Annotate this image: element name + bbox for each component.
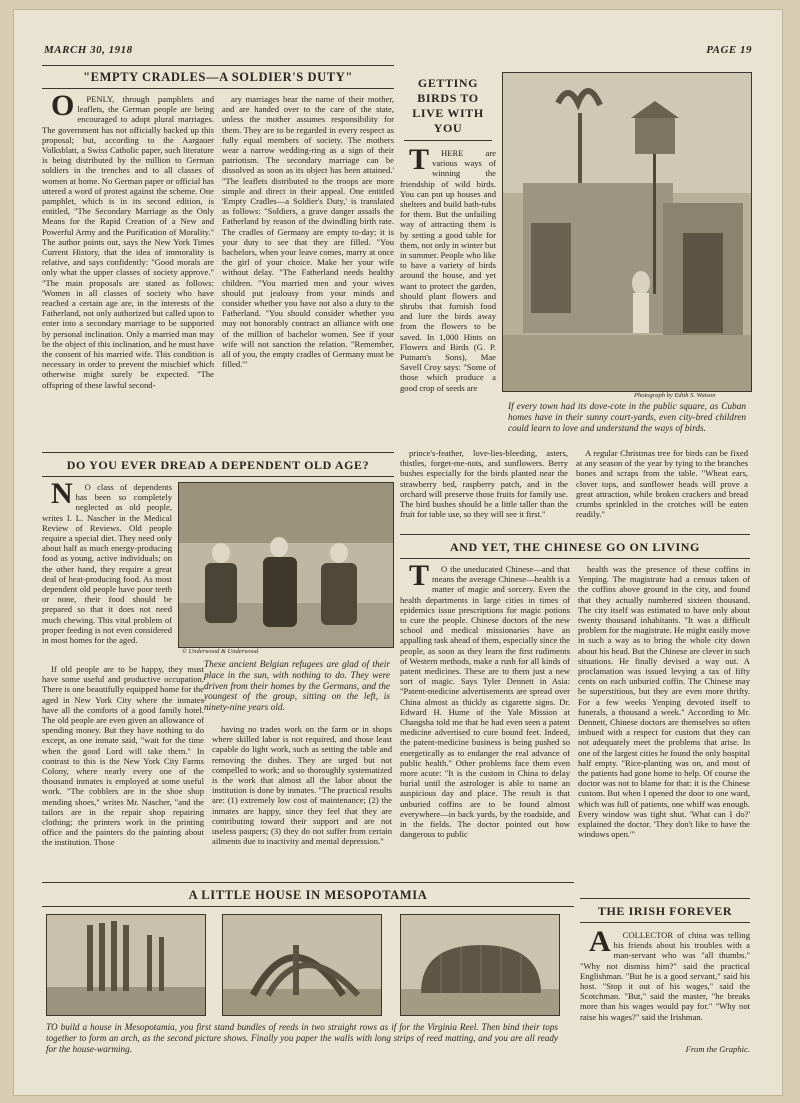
page-number: PAGE 19 [706,44,752,56]
birds-body-2: prince's-feather, love-lies-bleeding, asters, thistles, forget-me-nots, and sunflowers. Berry bushes especially for the birds planted near the strawberry bed, raspberry patch, and in the orchard will preserve those fruits for family use. The bird bushes should be a little taller than the fruit for table use, so they will see it first." [400,448,568,520]
rule [580,898,750,899]
reed-house-icon [401,915,559,1015]
article-title-cradles: "EMPTY CRADLES—A SOLDIER'S DUTY" [83,70,353,84]
article-title-birds: GETTING BIRDS TO LIVE WITH YOU [412,76,484,135]
dove-cote-icon [503,73,751,391]
old-age-body-1: NO class of dependents has been so completely neglected as old people, writes I. L. Nascher in the Medical Review of Reviews. Old people require a special diet. They need only about half as much energy-producing food as young, active individuals; on the other hand, they require a great deal of heat-producing food. As most dependent old people have poor teeth or none, their food should be prepared so that it does not need much chewing. This vital problem of proper feeding is not even considered in most homes for the aged. [42,482,172,646]
reed-rows-icon [47,915,205,1015]
refugees-icon [179,483,393,647]
article-title-old-age: DO YOU EVER DREAD A DEPENDENT OLD AGE? [66,458,370,472]
rule [42,476,394,477]
refugees-photo [178,482,394,648]
chinese-body-1: TO the uneducated Chinese—and that means the average Chinese—health is a matter of magic and sorcery. Even the health departments in large cities in times of epidemics issue prescriptions for magic potions to cure the people. Chinese doctors of the new school and medical missionaries have an appalling task ahead of them, especially since the people, as soon as they learn the first rudiments of Western methods, make a rush for all kinds of patent medicines. These are to them just a new sort of magic. Says Tyler Dennett in Asia: "Patent-medicine advertisements are spread over China almost as thickly as cigarette signs. Dr. Edward H. Hume of the Yale Mission at Changsha told me that he had even seen a patent medicine advertised to cure bound feet. Indeed, the patent-medicine business is being pushed so energetically as to endanger the real advance of public health." Other problems face them even more acute: "It is the custom in China to delay burial until the astrologer is able to name an auspicious day and place. The result is that unburied coffins are to be found almost everywhere—in back yards, by the roadside, and in the fields. The doctor pointed out how dangerous to public [400,564,570,840]
rule [42,882,574,883]
chinese-column-2 [578,564,750,880]
birds-body: THERE are various ways of winning the friendship of wild birds. You can put up houses and shelters and build bath-tubs for them. But the unfailing way of attracting them is by setting a good table for them, not only in winter but in summer. People who like to have a variety of birds around the house, and yet want to protect the garden, should plant flowers and shrubs that furnish food and lure the birds away from the flowers to be saved. In 1,000 Hints on Flowers and Birds (G. P. Putnam's Sons), Mae Savell Croy says: "Some of those which produce a good crop of seeds are [400,148,496,393]
rule [580,922,750,923]
irish-source: From the Graphic. [685,1044,750,1054]
rule [42,452,394,453]
mesopotamia-caption: TO build a house in Mesopotamia, you first stand bundles of reeds in two straight rows as if for the Virginia Reel. Then bind their tops together to form an arch, as the second picture shows. Finally you paper the walls with long strips of reed matting, and you are all ready for the house-warming. [46,1022,558,1054]
magazine-page [14,10,782,1095]
birds-photo-credit: Photograph by Edith S. Watson [634,392,716,399]
rule [400,558,750,559]
cradles-body-2: ary marriages bear the name of their mother, and are handed over to the care of the state, unless the mother assumes responsibility for them. They are to be regarded in every respect as fully equal members of society. The mothers wear a narrow wedding-ring as a sign of their patriotism. The secondary marriage can be dissolved as soon as its object has been attained.' "The leaflets distributed to the troops are more simple and direct in their appeal. One entitled 'Empty Cradles—a Soldier's Duty,' is translated as follows: "Soldiers, a grave danger assails the Fatherland by reason of the dwindling birth rate. The cradles of Germany are empty to-day; it is your duty to see that they are filled. "You bachelors, when your leave comes, marry at once the girl of your choice. Make her your wife without delay. "The Fatherland needs healthy children. "You married men and your wives should put jealousy from your minds and consider whether you have not also a duty to the Fatherland. "You should consider whether you may not honorably contract an alliance with one of the million of bachelor women. See if your wife will not sanction the relation. "Remember, all of you, the empty cradles of Germany must be filled.'" [222,94,394,370]
issue-date: MARCH 30, 1918 [44,44,133,56]
cradles-body-1: OPENLY, through pamphlets and leaflets, the German people are being encouraged to adopt plural marriages. The government has not officially backed up this proposal; but, according to the Aargauer Volksblatt, a Swiss Catholic paper, such literature is being distributed by the million to German soldiers in the trenches and to all classes of women at home. No German paper or official has uttered a word of protest against the scheme. One pamphlet, which is in its second edition, is entitled, "The Secondary Marriage as the Only Means for the Rapid Creation of a New and Powerful Army and the Purification of Morality." The author points out, says the New York Times Current History, that the idea of immorality is relative, and says confidently: "Good morals are only what the upper classes of society approve." "The main proposals are stated as follows: 'Women in all classes of society who have reached a certain age are, in the interests of the Fatherland, not only authorized but called upon to enter into a secondary marriage to be supported by personal inclination. Only a married man may be the object of this inclination, and he must have the consent of his married wife. This condition is necessary in order to prevent the mischief which otherwise might surely be expected. "The offspring of these lawful second- [42,94,214,390]
cradles-column-2 [222,94,394,446]
birds-photo-caption: If every town had its dove-cote in the public square, as Cuban homes have in their sunny court-yards, even city-bred children could learn to love and understand the ways of birds. [508,402,746,434]
reed-rows-photo [46,914,206,1016]
rule [42,65,394,66]
birds-column-2 [400,448,568,526]
rule [42,88,394,89]
chinese-column-1 [400,564,570,880]
old-age-column-1 [42,482,172,662]
rule [400,534,750,535]
reed-house-photo [400,914,560,1016]
reed-arch-icon [223,915,381,1015]
old-age-column-1b [42,664,204,874]
chinese-body-2: health was the presence of these coffins in Yenping. The magistrate had a census taken of the coffins above ground in the city, and found that they actually numbered sixteen thousand. The city itself was estimated to have only about twenty thousand inhabitants. "It was a difficult problem for the magistrate. He might easily move in such a way as to bring the whole city down about his head. But the Chinese are clever in such situations. He finally devised a way out. A proclamation was issued levying a tax of fifty cents on each unburied coffin. The Chinese may be superstitious, but they are even more thrifty. For a few weeks Yenping devoted itself to funerals, a thousand a week." According to Mr. Dennett, Chinese doctors are themselves so often imbued with a respect for custom that they can not adequately meet the problems that arise. In one of the largest cities he found the only hospital half empty. "Rice-planting was on, and most of the patients had gone home to help. Of course the doctor was not to blame for that: it is the Chinese custom. But when I opened the door to one ward, which was full of patients, one whiff was enough. Every window was tight shut. 'What can I do?' explained the doctor. 'They don't like to have the windows open.'" [578,564,750,840]
irish-column [580,930,750,1042]
rule [404,140,492,141]
old-age-photo-credit: © Underwood & Underwood [182,648,259,655]
reed-arch-photo [222,914,382,1016]
article-title-irish: THE IRISH FOREVER [597,904,733,918]
birds-body-3: A regular Christmas tree for birds can be fixed at any season of the year by tying to the branches bones and scraps from the table. "Wheat ears, clover tops, and sunflower heads will prove a great attraction, while broken crackers and bread crumbs sprinkled in the crotches will be eaten readily." [576,448,748,520]
old-age-body-1b: If old people are to be happy, they must have some useful and productive occupation. There is one beautifully equipped home for the aged in New York City where the inmates have all the comforts of a good family hotel. The old people are even given an allowance of spending money. But they have nothing to do except, as one inmate said, "wait for the time when the good Lord will take them." In contrast to this is the New York City Farms Colony, where nearly every one of the thousand inmates is employed at some useful work. "The cobblers are in the shoe shop mending shoes," writes Mr. Nascher, "and the tailors are in the repair shop repairing clothing; the printers work in the printing office and the painters do the painting about the institution. Those [42,664,204,848]
birds-column-3 [576,448,748,526]
birds-column [400,148,496,444]
rule [42,906,574,907]
old-age-photo-caption: These ancient Belgian refugees are glad of their place in the sun, with nothing to do. They were driven from their homes by the Germans, and the youngest of the group, sitting on the left, is ninety-nine years old. [204,660,390,714]
cradles-column-1 [42,94,214,446]
article-title-chinese: AND YET, THE CHINESE GO ON LIVING [450,540,700,554]
irish-body: ACOLLECTOR of china was telling his friends about his troubles with a man-servant who was "all thumbs." "Why not dismiss him?" said the practical Englishman. "But he is a good servant," said his host. "Stop it out of his wages," said the Scotchman. "But," said the master, "he breaks more than his wages would pay for." "Why not raise his wages?" said the Irishman. [580,930,750,1022]
article-title-mesopotamia: A LITTLE HOUSE IN MESOPOTAMIA [188,888,428,902]
dove-cote-photo [502,72,752,392]
old-age-column-2 [212,724,392,874]
old-age-body-2: having no trades work on the farm or in shops where skilled labor is not required, and those least capable do light work, such as setting the table and removing the dishes. They are urged but not compelled to work; and so thoroughly systematized is the work that almost all the labor about the institution is done by inmates. "The practical results are: (1) extremely low cost of maintenance; (2) the inmates are happy, since they feel that they are contributing toward their support and are not useless paupers; (3) they do not suffer from certain ailments due to inactivity and mental depression." [212,724,392,847]
